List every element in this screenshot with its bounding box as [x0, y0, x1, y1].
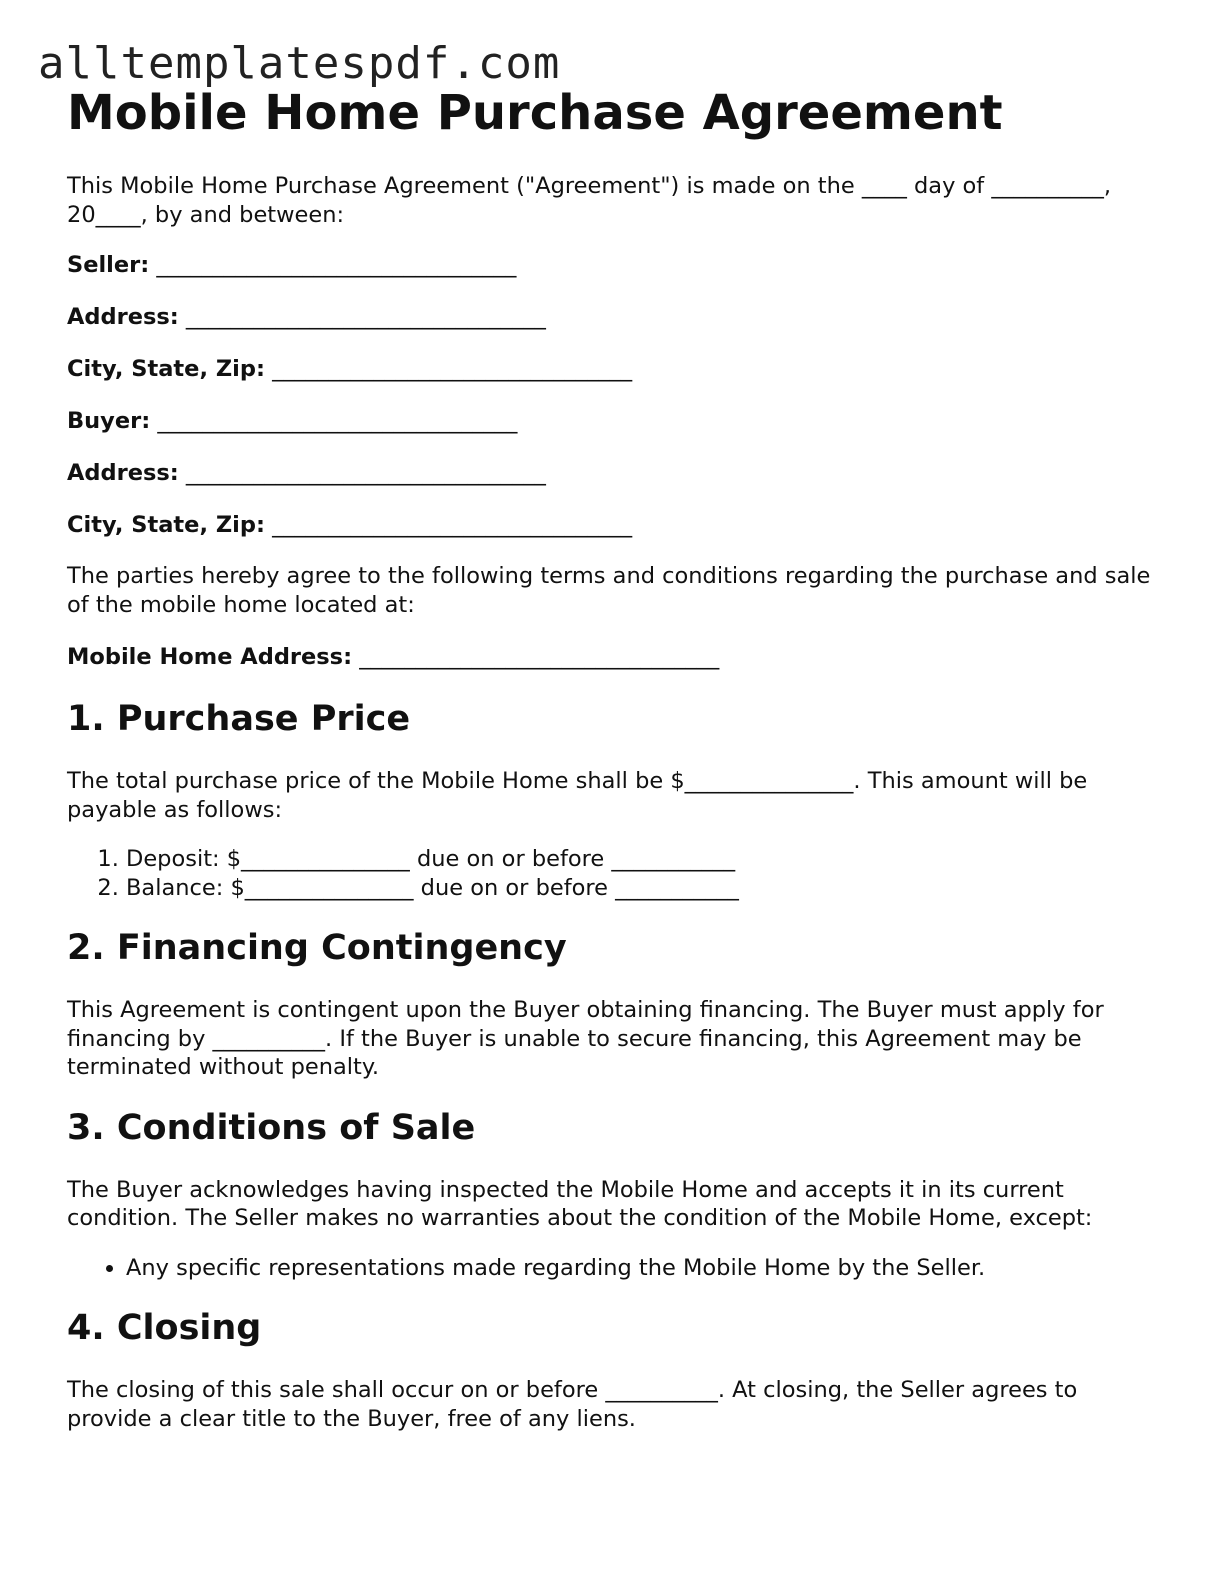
mobile-home-address-field — [67, 642, 1157, 673]
seller-city-label: City, State, Zip: — [67, 356, 265, 382]
buyer-field — [67, 406, 1157, 437]
buyer-address-label: Address: — [67, 460, 179, 486]
buyer-city-field — [67, 510, 1157, 541]
seller-address-label: Address: — [67, 304, 179, 330]
buyer-address-blank[interactable]: ________________________________ — [185, 460, 546, 486]
financing-paragraph: This Agreement is contingent upon the Buyer obtaining financing. The Buyer must apply for financing by __________. If the Buyer is unable to secure financing, this Agreement may be terminated without penalty. — [67, 997, 1104, 1080]
document-title: Mobile Home Purchase Agreement — [67, 85, 1003, 141]
mobile-home-address-label: Mobile Home Address: — [67, 644, 353, 670]
conditions-paragraph: The Buyer acknowledges having inspected the Mobile Home and accepts it in its current condition. The Seller makes no warranties about the condition of the Mobile Home, except: — [67, 1176, 1093, 1231]
seller-city-blank[interactable]: ________________________________ — [272, 356, 633, 382]
parties-paragraph: The parties hereby agree to the following terms and conditions regarding the purchase and sale of the mobile home located at: — [67, 563, 1151, 618]
intro-paragraph: This Mobile Home Purchase Agreement ("Agreement") is made on the ____ day of __________, 20____, by and between: — [67, 173, 1112, 228]
payment-list — [67, 845, 1157, 902]
purchase-price-paragraph: The total purchase price of the Mobile Home shall be $_______________. This amount will be payable as follows: — [67, 768, 1088, 823]
seller-field — [67, 250, 1157, 281]
list-item-deposit: 1. Deposit: $_______________ due on or before ___________ — [126, 845, 1157, 874]
seller-city-field — [67, 354, 1157, 385]
seller-label: Seller: — [67, 252, 150, 278]
mobile-home-address-blank[interactable]: ________________________________ — [359, 644, 720, 670]
closing-paragraph: The closing of this sale shall occur on or before __________. At closing, the Seller agrees to provide a clear title to the Buyer, free of any liens. — [67, 1377, 1078, 1432]
seller-blank[interactable]: ________________________________ — [156, 252, 517, 278]
list-item-representations: • Any specific representations made regarding the Mobile Home by the Seller. — [126, 1254, 1157, 1283]
list-item-balance: 2. Balance: $_______________ due on or before ___________ — [126, 874, 1157, 903]
buyer-address-field — [67, 458, 1157, 489]
watermark: alltemplatespdf.com — [38, 38, 561, 89]
buyer-city-blank[interactable]: ________________________________ — [272, 512, 633, 538]
buyer-city-label: City, State, Zip: — [67, 512, 265, 538]
section-heading-financing: 2. Financing Contingency — [67, 928, 567, 968]
buyer-label: Buyer: — [67, 408, 151, 434]
seller-address-blank[interactable]: ________________________________ — [185, 304, 546, 330]
seller-address-field — [67, 302, 1157, 333]
section-heading-conditions: 3. Conditions of Sale — [67, 1107, 476, 1148]
section-heading-purchase-price: 1. Purchase Price — [67, 699, 411, 739]
buyer-blank[interactable]: ________________________________ — [157, 408, 518, 434]
section-heading-closing: 4. Closing — [67, 1308, 262, 1348]
document-body — [67, 82, 1157, 1433]
conditions-list — [67, 1254, 1157, 1283]
